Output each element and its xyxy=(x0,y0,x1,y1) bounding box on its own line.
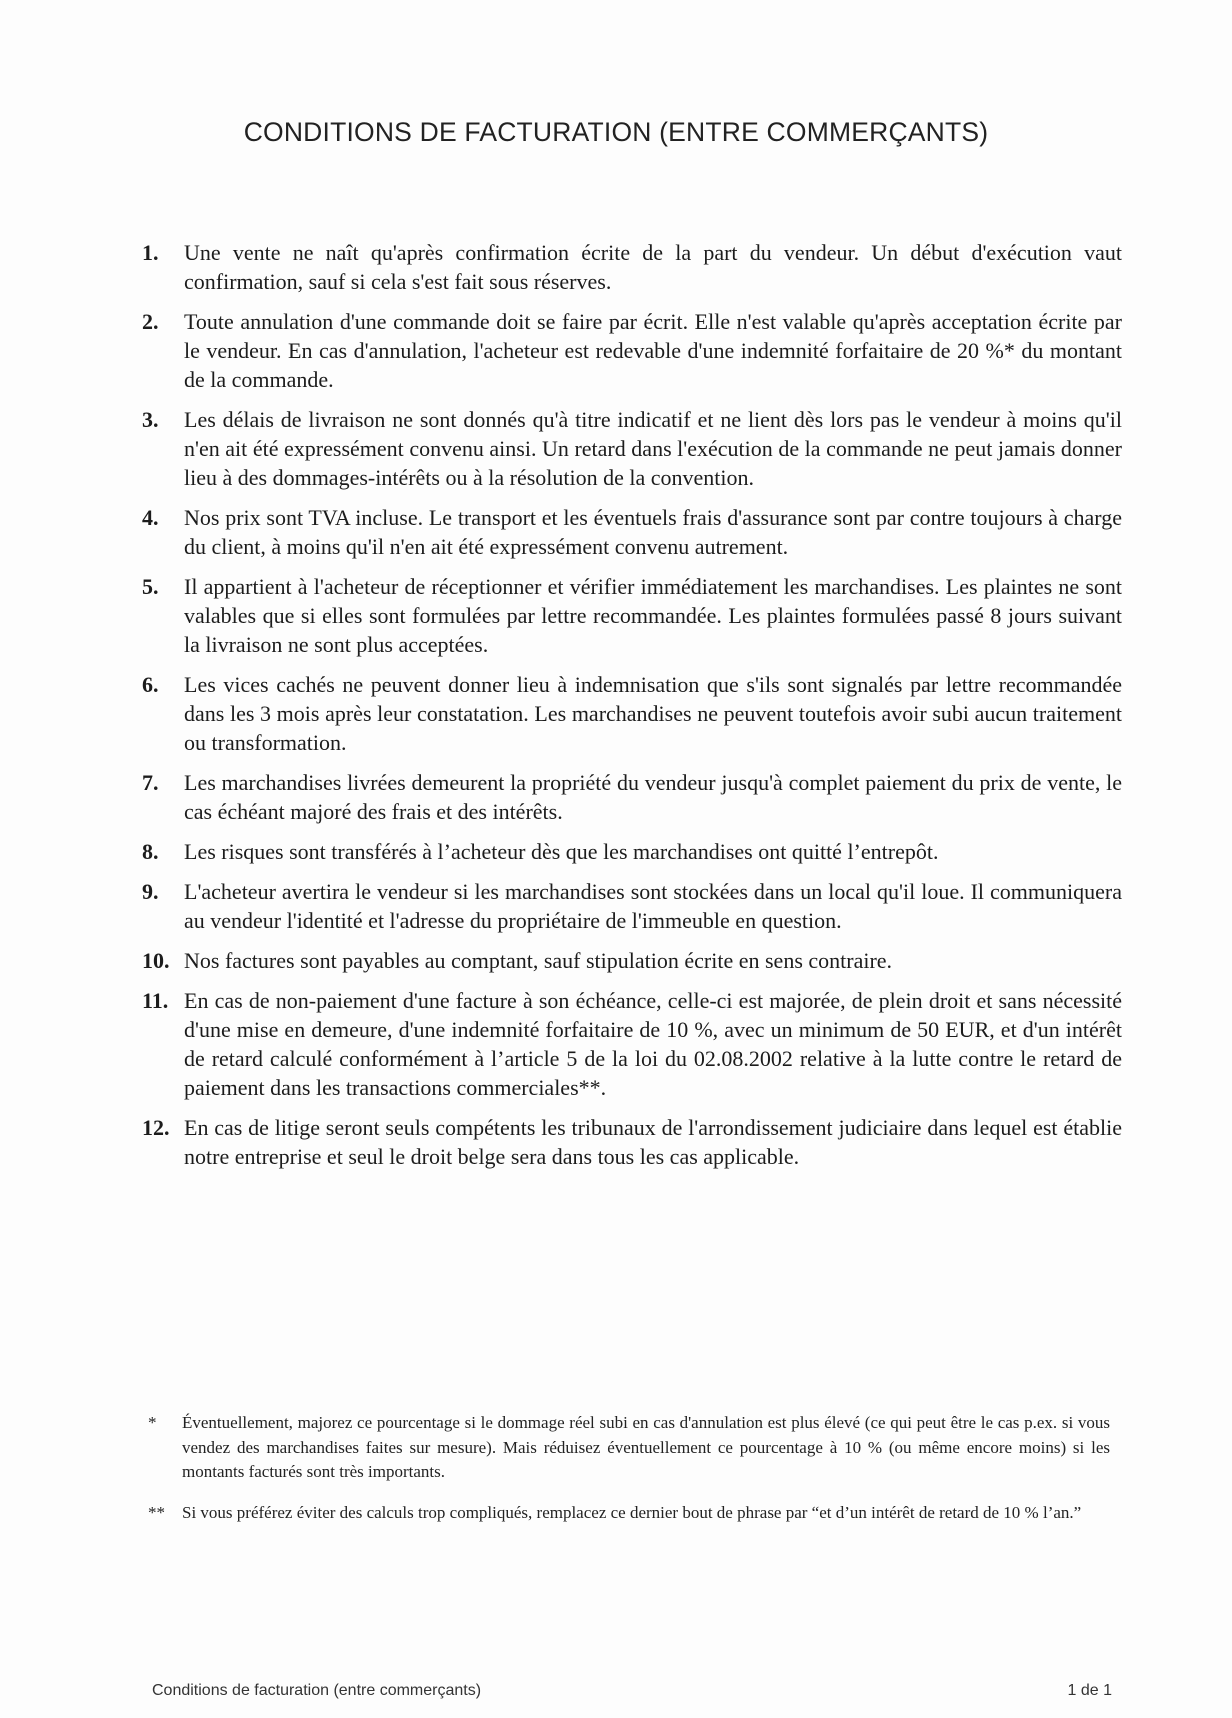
clause-number: 12. xyxy=(142,1115,170,1140)
clause-text: Les risques sont transférés à l’acheteur dès que les marchandises ont quitté l’entrepôt. xyxy=(184,839,939,864)
clause-item xyxy=(142,946,1122,975)
clause-number: 8. xyxy=(142,839,159,864)
clause-number: 2. xyxy=(142,309,159,334)
clause-number: 5. xyxy=(142,574,159,599)
clause-text: En cas de litige seront seuls compétents les tribunaux de l'arrondissement judiciaire dans lequel est établie notre entreprise et seul le droit belge sera dans tous les cas applicable. xyxy=(184,1115,1122,1169)
clause-text: Toute annulation d'une commande doit se faire par écrit. Elle n'est valable qu'après acceptation écrite par le vendeur. En cas d'annulation, l'acheteur est redevable d'une indemnité forfaitaire de 20 %* du montant de la commande. xyxy=(184,309,1122,392)
footnotes xyxy=(148,1411,1110,1541)
clause-number: 4. xyxy=(142,505,159,530)
footnote xyxy=(148,1411,1110,1485)
clause-number: 3. xyxy=(142,407,159,432)
footnote xyxy=(148,1501,1110,1526)
clause-number: 1. xyxy=(142,240,159,265)
clause-number: 10. xyxy=(142,948,170,973)
clause-number: 6. xyxy=(142,672,159,697)
clause-text: Les vices cachés ne peuvent donner lieu à indemnisation que s'ils sont signalés par lettre recommandée dans les 3 mois après leur constatation. Les marchandises ne peuvent toutefois avoir subi aucun traitement ou transformation. xyxy=(184,672,1122,755)
clause-text: Les délais de livraison ne sont donnés qu'à titre indicatif et ne lient dès lors pas le vendeur à moins qu'il n'en ait été expressément convenu ainsi. Un retard dans l'exécution de la commande ne peut jamais donner lieu à des dommages-intérêts ou à la résolution de la convention. xyxy=(184,407,1122,490)
clause-item xyxy=(142,307,1122,394)
footnote-text: Si vous préférez éviter des calculs trop compliqués, remplacez ce dernier bout de phrase par “et d’un intérêt de retard de 10 % l’an.” xyxy=(182,1502,1082,1522)
clause-item xyxy=(142,670,1122,757)
clause-text: Nos prix sont TVA incluse. Le transport et les éventuels frais d'assurance sont par contre toujours à charge du client, à moins qu'il n'en ait été expressément convenu autrement. xyxy=(184,505,1122,559)
clause-text: Une vente ne naît qu'après confirmation écrite de la part du vendeur. Un début d'exécution vaut confirmation, sauf si cela s'est fait sous réserves. xyxy=(184,240,1122,294)
footer-document-name: Conditions de facturation (entre commerçants) xyxy=(152,1682,482,1699)
clause-item xyxy=(142,405,1122,492)
clause-number: 9. xyxy=(142,879,159,904)
clause-item xyxy=(142,238,1122,296)
footnote-text: Éventuellement, majorez ce pourcentage si le dommage réel subi en cas d'annulation est plus élevé (ce qui peut être le cas p.ex. si vous vendez des marchandises faites sur mesure). Mais réduisez éventuellement ce pourcentage à 10 % (ou même encore moins) si les montants facturés sont très importants. xyxy=(182,1413,1110,1481)
clause-list xyxy=(142,238,1122,1182)
clause-text: Nos factures sont payables au comptant, sauf stipulation écrite en sens contraire. xyxy=(184,948,893,973)
clause-item xyxy=(142,1113,1122,1171)
clause-number: 7. xyxy=(142,770,159,795)
footnote-mark: * xyxy=(148,1413,157,1432)
document-title: CONDITIONS DE FACTURATION (ENTRE COMMERÇANTS) xyxy=(243,117,989,147)
clause-item xyxy=(142,503,1122,561)
clause-text: En cas de non-paiement d'une facture à son échéance, celle-ci est majorée, de plein droit et sans nécessité d'une mise en demeure, d'une indemnité forfaitaire de 10 %, avec un minimum de 50 EUR, et d'un intérêt de retard calculé conformément à l’article 5 de la loi du 02.08.2002 relative à la lutte contre le retard de paiement dans les transactions commerciales**. xyxy=(184,988,1122,1100)
clause-item xyxy=(142,877,1122,935)
clause-text: Il appartient à l'acheteur de réceptionner et vérifier immédiatement les marchandises. Les plaintes ne sont valables que si elles sont formulées par lettre recommandée. Les plaintes formulées passé 8 jours suivant la livraison ne sont plus acceptées. xyxy=(184,574,1122,657)
clause-text: L'acheteur avertira le vendeur si les marchandises sont stockées dans un local qu'il loue. Il communiquera au vendeur l'identité et l'adresse du propriétaire de l'immeuble en question. xyxy=(184,879,1122,933)
clause-text: Les marchandises livrées demeurent la propriété du vendeur jusqu'à complet paiement du prix de vente, le cas échéant majoré des frais et des intérêts. xyxy=(184,770,1122,824)
clause-item xyxy=(142,572,1122,659)
page-number: 1 de 1 xyxy=(1067,1682,1112,1699)
footnote-mark: ** xyxy=(148,1502,165,1522)
clause-item xyxy=(142,986,1122,1102)
clause-item xyxy=(142,837,1122,866)
clause-item xyxy=(142,768,1122,826)
clause-number: 11. xyxy=(142,988,169,1013)
